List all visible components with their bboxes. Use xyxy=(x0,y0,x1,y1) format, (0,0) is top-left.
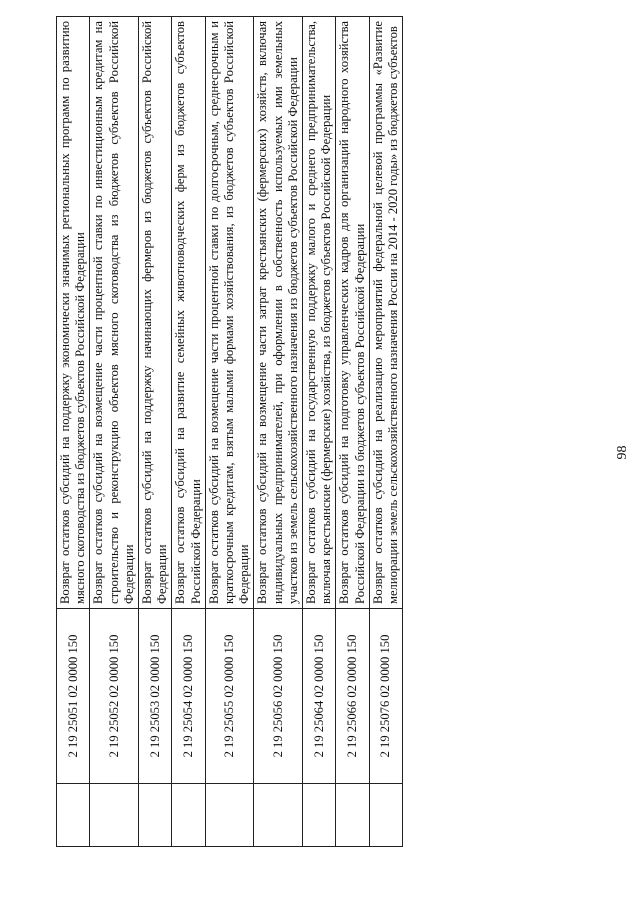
budget-code-cell: 2 19 25056 02 0000 150 xyxy=(254,609,303,784)
budget-code-cell: 2 19 25054 02 0000 150 xyxy=(172,609,205,784)
description-cell: Возврат остатков субсидий на поддержку экономически значимых региональных программ по развитию мясного скотоводства из бюджетов субъектов Российской Федерации xyxy=(57,17,90,609)
empty-cell xyxy=(205,784,254,847)
description-cell: Возврат остатков субсидий на развитие семейных животноводческих ферм из бюджетов субъектов Российской Федерации xyxy=(172,17,205,609)
empty-cell xyxy=(57,784,90,847)
table-row xyxy=(57,17,90,847)
empty-cell xyxy=(139,784,172,847)
description-cell: Возврат остатков субсидий на возмещение части процентной ставки по долгосрочным, среднесрочным и краткосрочным кредитам, взятым малыми формами хозяйствования, из бюджетов субъектов Российской Федерации xyxy=(205,17,254,609)
budget-codes-table xyxy=(56,16,403,847)
budget-code-cell: 2 19 25053 02 0000 150 xyxy=(139,609,172,784)
table-row xyxy=(336,17,369,847)
empty-cell xyxy=(336,784,369,847)
budget-code-cell: 2 19 25076 02 0000 150 xyxy=(369,609,402,784)
description-cell: Возврат остатков субсидий на возмещение части затрат крестьянских (фермерских) хозяйств, включая индивидуальных предпринимателей, при оформлении в собственность используемых ими земельных участков из земель сельскохозяйственного назначения из бюджетов субъектов Российской Федерации xyxy=(254,17,303,609)
empty-cell xyxy=(254,784,303,847)
description-cell: Возврат остатков субсидий на реализацию мероприятий федеральной целевой программы «Развитие мелиорации земель сельскохозяйственного назначения России на 2014 - 2020 годы» из бюджетов субъектов xyxy=(369,17,402,609)
empty-cell xyxy=(172,784,205,847)
budget-code-cell: 2 19 25051 02 0000 150 xyxy=(57,609,90,784)
empty-cell xyxy=(369,784,402,847)
description-cell: Возврат остатков субсидий на государственную поддержку малого и среднего предпринимательства, включая крестьянские (фермерские) хозяйства, из бюджетов субъектов Российской Федерации xyxy=(303,17,336,609)
budget-code-cell: 2 19 25055 02 0000 150 xyxy=(205,609,254,784)
empty-cell xyxy=(90,784,139,847)
table-row xyxy=(139,17,172,847)
table-row xyxy=(254,17,303,847)
budget-code-cell: 2 19 25064 02 0000 150 xyxy=(303,609,336,784)
description-cell: Возврат остатков субсидий на возмещение части процентной ставки по инвестиционным кредитам на строительство и реконструкцию объектов мясного скотоводства из бюджетов субъектов Российской Федерации xyxy=(90,17,139,609)
table-row xyxy=(172,17,205,847)
table-row xyxy=(303,17,336,847)
table-row xyxy=(205,17,254,847)
table-body xyxy=(57,17,403,847)
table-row xyxy=(369,17,402,847)
page-number: 98 xyxy=(615,445,630,460)
description-cell: Возврат остатков субсидий на поддержку начинающих фермеров из бюджетов субъектов Российской Федерации xyxy=(139,17,172,609)
budget-code-cell: 2 19 25052 02 0000 150 xyxy=(90,609,139,784)
budget-code-cell: 2 19 25066 02 0000 150 xyxy=(336,609,369,784)
description-cell: Возврат остатков субсидий на подготовку управленческих кадров для организаций народного хозяйства Российской Федерации из бюджетов субъектов Российской Федерации xyxy=(336,17,369,609)
empty-cell xyxy=(303,784,336,847)
table-row xyxy=(90,17,139,847)
